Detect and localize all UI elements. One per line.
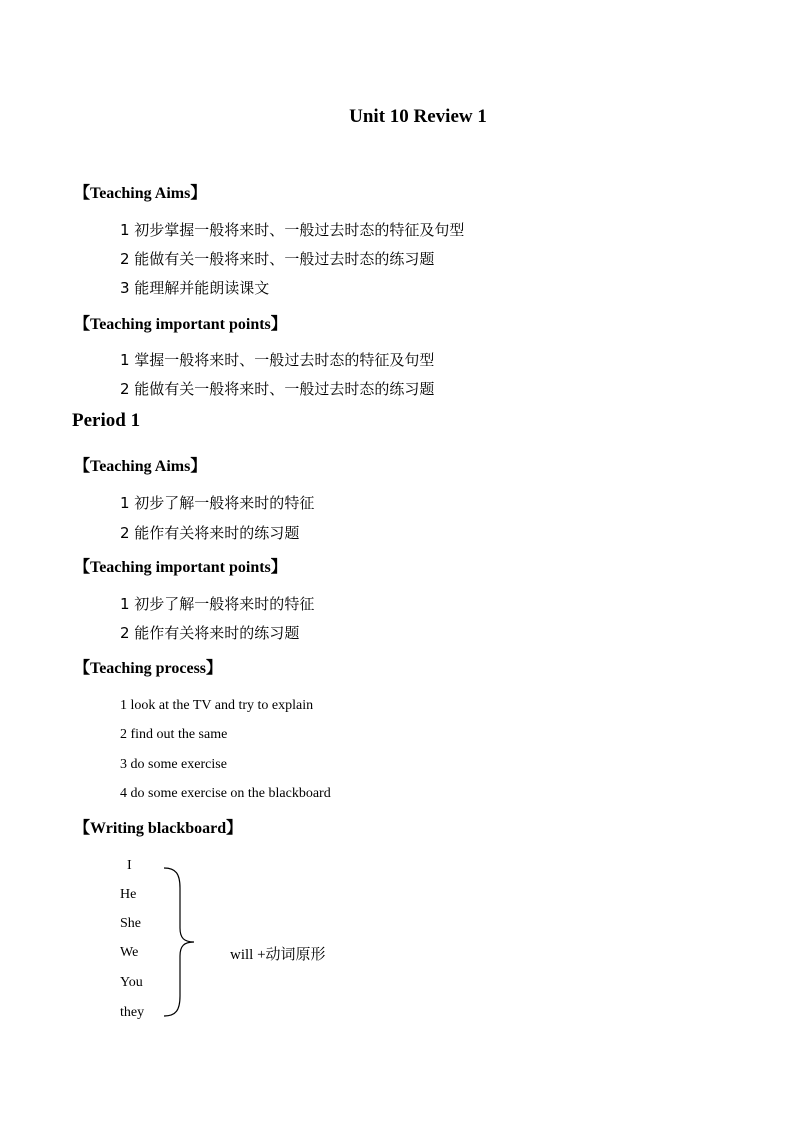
right-brace-icon (160, 864, 200, 1020)
period-aims-heading: 【Teaching Aims】 (74, 458, 207, 475)
pronoun-we: We (120, 945, 139, 960)
process-item-3: 3 do some exercise (120, 757, 227, 772)
teaching-process-heading: 【Teaching process】 (74, 660, 223, 677)
pronoun-they: they (120, 1005, 145, 1020)
period-aim-item-1: 1 初步了解一般将来时的特征 (120, 494, 315, 512)
pronoun-you: You (120, 975, 143, 990)
writing-blackboard-heading: 【Writing blackboard】 (74, 820, 243, 837)
period-points-heading: 【Teaching important points】 (74, 559, 287, 576)
process-item-1: 1 look at the TV and try to explain (120, 698, 314, 713)
period-title: Period 1 (72, 410, 141, 431)
document-title: Unit 10 Review 1 (349, 106, 487, 127)
point-item-1: 1 掌握一般将来时、一般过去时态的特征及句型 (120, 351, 435, 369)
period-aim-item-2: 2 能作有关将来时的练习题 (120, 524, 300, 542)
period-point-item-2: 2 能作有关将来时的练习题 (120, 624, 300, 642)
aim-item-3: 3 能理解并能朗读课文 (120, 279, 270, 297)
period-point-item-1: 1 初步了解一般将来时的特征 (120, 595, 315, 613)
aim-item-1: 1 初步掌握一般将来时、一般过去时态的特征及句型 (120, 221, 465, 239)
grammar-formula: will +动词原形 (230, 947, 326, 963)
pronoun-she: She (120, 916, 141, 931)
pronoun-he: He (120, 887, 137, 902)
aim-item-2: 2 能做有关一般将来时、一般过去时态的练习题 (120, 250, 435, 268)
pronoun-i: I (127, 858, 132, 873)
point-item-2: 2 能做有关一般将来时、一般过去时态的练习题 (120, 380, 435, 398)
teaching-aims-heading: 【Teaching Aims】 (74, 185, 207, 202)
process-item-4: 4 do some exercise on the blackboard (120, 786, 331, 801)
process-item-2: 2 find out the same (120, 727, 228, 742)
important-points-heading: 【Teaching important points】 (74, 316, 287, 333)
